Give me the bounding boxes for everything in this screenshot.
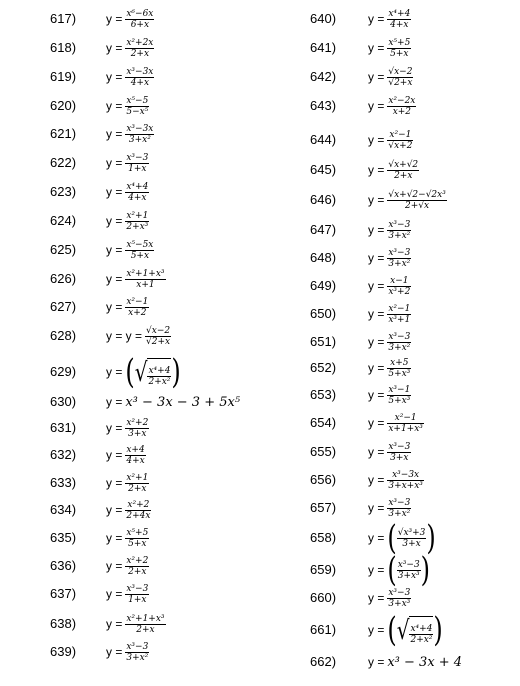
fraction-denominator: x+2	[128, 307, 147, 318]
problem-number: 628)	[50, 328, 77, 343]
equation-lhs: y =	[368, 99, 385, 113]
fraction-denominator: 3+x+x³	[388, 480, 423, 491]
fraction	[125, 445, 145, 466]
fraction-numerator: x³−3x	[126, 123, 154, 134]
fraction-numerator: √x−2	[146, 325, 171, 336]
equation	[106, 240, 154, 261]
fraction	[387, 304, 411, 325]
problem-number: 646)	[310, 192, 337, 207]
fraction-denominator: 3+x³	[388, 598, 411, 609]
radical-sign: √	[396, 614, 410, 646]
fraction-denominator: 3+x²	[128, 134, 151, 145]
problem-number: 626)	[50, 271, 77, 286]
fraction	[387, 442, 411, 463]
square-root	[397, 616, 434, 645]
fraction-denominator: √x+2	[388, 140, 413, 151]
fraction-denominator: 2+x	[394, 170, 413, 181]
equation	[368, 190, 447, 211]
problem-number: 657)	[310, 500, 337, 515]
equation-lhs: y =	[368, 251, 385, 265]
fraction	[387, 96, 416, 117]
fraction-denominator: 1+x	[128, 594, 147, 605]
fraction	[125, 614, 165, 635]
fraction	[147, 366, 171, 387]
fraction-numerator: x−1	[390, 275, 409, 286]
equation-lhs: y = y =	[106, 329, 143, 343]
equation-lhs: y =	[368, 133, 385, 147]
problem-number: 617)	[50, 11, 77, 26]
fraction	[125, 67, 154, 88]
fraction-denominator: 4+x	[130, 77, 150, 88]
equation	[106, 326, 171, 347]
problem-number: 642)	[310, 69, 337, 84]
fraction-denominator: 5+x³	[388, 368, 411, 379]
equation-lhs: y =	[106, 127, 123, 141]
fraction-denominator: 4+x	[128, 192, 147, 203]
equation-lhs: y =	[106, 587, 123, 601]
problem-number: 640)	[310, 11, 337, 26]
equation-lhs: y =	[368, 623, 385, 637]
fraction	[387, 190, 447, 211]
fraction-denominator: 5+x	[128, 538, 147, 549]
problem-number: 653)	[310, 387, 337, 402]
equation-lhs: y =	[368, 193, 385, 207]
fraction	[409, 624, 433, 645]
right-paren: )	[433, 610, 443, 650]
fraction-denominator: 2+√x	[405, 200, 430, 211]
problem-number: 618)	[50, 40, 77, 55]
fraction-numerator: x²+2	[126, 417, 149, 428]
equation	[368, 413, 424, 434]
problem-number: 629)	[50, 364, 77, 379]
fraction-denominator: 4+x	[390, 19, 409, 30]
right-paren: )	[420, 550, 431, 590]
equation-lhs: y =	[106, 531, 123, 545]
fraction-denominator: 5+x	[130, 250, 150, 261]
problem-number: 659)	[310, 562, 337, 577]
fraction-denominator: 3+x²	[388, 508, 411, 519]
fraction-numerator: √x+√2	[388, 159, 419, 170]
equation	[106, 614, 166, 635]
fraction-denominator: 3+x	[390, 452, 409, 463]
fraction-denominator: 6+x	[130, 19, 150, 30]
fraction-numerator: x²+2x	[126, 37, 154, 48]
equation	[106, 269, 166, 290]
equation-lhs: y =	[368, 591, 385, 605]
equation	[368, 518, 436, 558]
equation-lhs: y =	[106, 617, 123, 631]
problem-number: 652)	[310, 360, 337, 375]
equation	[368, 442, 411, 463]
square-root	[135, 358, 172, 387]
fraction-numerator: x⁴+4	[410, 623, 433, 634]
equation-lhs: y =	[368, 655, 385, 669]
equation-lhs: y =	[368, 531, 385, 545]
fraction-denominator: x³+1	[388, 314, 411, 325]
equation	[106, 500, 151, 521]
equation-lhs: y =	[368, 12, 385, 26]
equation	[368, 160, 419, 181]
equation-lhs: y =	[106, 185, 123, 199]
problem-number: 662)	[310, 654, 337, 669]
fraction-denominator: 3+x	[402, 538, 421, 549]
fraction-numerator: x⁵+5	[126, 527, 149, 538]
fraction	[125, 269, 165, 290]
equation-lhs: y =	[368, 501, 385, 515]
problem-number: 621)	[50, 126, 77, 141]
equation	[106, 153, 149, 174]
fraction	[125, 9, 154, 30]
fraction-numerator: x²−1	[394, 412, 417, 423]
fraction-denominator: 4+x	[126, 455, 145, 466]
equation	[368, 332, 411, 353]
problem-number: 649)	[310, 278, 337, 293]
equation	[106, 642, 149, 663]
fraction-numerator: √x³+3	[397, 527, 426, 538]
problem-number: 651)	[310, 334, 337, 349]
problem-number: 637)	[50, 586, 77, 601]
equation-lhs: y =	[368, 223, 385, 237]
equation-lhs: y =	[106, 214, 123, 228]
equation-lhs: y =	[106, 421, 123, 435]
equation-lhs: y =	[368, 445, 385, 459]
fraction-numerator: x²+1	[126, 210, 149, 221]
fraction-denominator: 2+x	[128, 483, 147, 494]
fraction-numerator: x³−3	[388, 331, 411, 342]
fraction-denominator: 1+x	[128, 163, 147, 174]
equation-lhs: y =	[106, 12, 123, 26]
equation-lhs: y =	[106, 156, 123, 170]
fraction-numerator: x⁵−5x	[126, 239, 154, 250]
fraction	[387, 498, 411, 519]
fraction	[125, 500, 151, 521]
fraction-numerator: x³−3	[397, 559, 420, 570]
fraction-denominator: x+2	[392, 106, 412, 117]
fraction	[125, 528, 149, 549]
fraction-numerator: x²+1	[126, 472, 149, 483]
fraction	[387, 9, 411, 30]
fraction-denominator: 2+x	[128, 566, 147, 577]
fraction-denominator: 3+x²	[126, 652, 149, 663]
fraction-denominator: 2+x³	[126, 221, 149, 232]
fraction-numerator: x³−3	[388, 219, 411, 230]
fraction-numerator: x³−3	[388, 441, 411, 452]
problem-number: 631)	[50, 420, 77, 435]
equation	[368, 358, 411, 379]
fraction-numerator: x²+2	[126, 555, 149, 566]
equation-lhs: y =	[368, 361, 385, 375]
fraction-numerator: x+5	[390, 357, 409, 368]
equation	[368, 588, 411, 609]
fraction	[387, 358, 411, 379]
fraction	[125, 642, 149, 663]
problem-number: 625)	[50, 242, 77, 257]
problem-number: 622)	[50, 155, 77, 170]
fraction	[387, 38, 411, 59]
fraction-denominator: √2+x	[388, 77, 413, 88]
equation	[368, 304, 411, 325]
equation	[106, 182, 149, 203]
left-paren: (	[387, 518, 397, 558]
fraction	[387, 470, 424, 491]
fraction-denominator: 3+x²	[388, 342, 411, 353]
problem-number: 643)	[310, 98, 337, 113]
fraction-numerator: x²−2x	[388, 95, 416, 106]
equation-lhs: y =	[368, 163, 385, 177]
fraction	[125, 38, 154, 59]
fraction	[387, 413, 424, 434]
problem-number: 633)	[50, 475, 77, 490]
equation-lhs: y =	[106, 272, 123, 286]
equation-expression: x³ − 3x − 3 + 5x⁵	[125, 394, 241, 410]
equation	[368, 385, 411, 406]
equation	[368, 130, 413, 151]
fraction-denominator: √2+x	[146, 336, 171, 347]
fraction	[125, 418, 149, 439]
equation-lhs: y =	[368, 473, 385, 487]
equation	[368, 38, 411, 59]
fraction-denominator: x+1	[136, 279, 155, 290]
equation	[368, 248, 411, 269]
equation-lhs: y =	[106, 395, 123, 409]
equation	[106, 124, 154, 145]
fraction	[387, 248, 411, 269]
fraction-numerator: x³−3	[388, 247, 411, 258]
equation-lhs: y =	[106, 41, 123, 55]
fraction	[125, 153, 149, 174]
equation	[368, 67, 413, 88]
problem-number: 660)	[310, 590, 337, 605]
left-paren: (	[387, 610, 397, 650]
equation	[106, 38, 154, 59]
fraction-denominator: 2+x²	[410, 634, 433, 645]
fraction	[387, 130, 413, 151]
fraction	[387, 385, 411, 406]
equation	[368, 550, 431, 590]
equation-lhs: y =	[106, 476, 123, 490]
fraction	[125, 556, 149, 577]
fraction-numerator: x³−3	[126, 152, 149, 163]
fraction-numerator: x³−3	[388, 587, 411, 598]
fraction-numerator: x²−1	[389, 129, 412, 140]
equation-lhs: y =	[106, 448, 123, 462]
fraction-denominator: 2+x²	[148, 376, 171, 387]
equation-lhs: y =	[106, 300, 123, 314]
equation-lhs: y =	[368, 41, 385, 55]
fraction-numerator: x³−3x	[126, 66, 154, 77]
fraction-numerator: x³−3	[126, 641, 149, 652]
fraction-numerator: x⁴+4	[388, 8, 411, 19]
problem-number: 644)	[310, 132, 337, 147]
equation	[368, 655, 462, 670]
fraction-numerator: x²−1	[388, 303, 411, 314]
fraction-denominator: 3+x³	[397, 570, 420, 581]
fraction	[125, 182, 149, 203]
fraction-denominator: 3+x²	[388, 230, 411, 241]
problem-number: 645)	[310, 162, 337, 177]
problem-number: 623)	[50, 184, 77, 199]
equation	[106, 445, 146, 466]
fraction	[387, 160, 419, 181]
equation-lhs: y =	[106, 559, 123, 573]
right-paren: )	[171, 352, 181, 392]
fraction-denominator: 2+4x	[126, 510, 151, 521]
equation-expression: x³ − 3x + 4	[387, 654, 463, 670]
fraction-numerator: x³−1	[388, 384, 411, 395]
equation	[106, 473, 149, 494]
problem-number: 627)	[50, 299, 77, 314]
problem-number: 630)	[50, 394, 77, 409]
equation-lhs: y =	[106, 243, 123, 257]
fraction	[125, 240, 154, 261]
fraction-numerator: x⁵+5	[388, 37, 411, 48]
equation-lhs: y =	[106, 99, 123, 113]
equation	[106, 9, 154, 30]
fraction-numerator: x⁶−6x	[126, 8, 154, 19]
equation	[368, 470, 424, 491]
fraction-numerator: √x−2	[388, 66, 413, 77]
equation-lhs: y =	[106, 70, 123, 84]
problem-number: 635)	[50, 530, 77, 545]
fraction	[125, 297, 149, 318]
equation	[106, 297, 149, 318]
problem-number: 636)	[50, 558, 77, 573]
problem-number: 639)	[50, 644, 77, 659]
problem-number: 619)	[50, 69, 77, 84]
fraction	[145, 326, 171, 347]
problem-number: 641)	[310, 40, 337, 55]
left-paren: (	[125, 352, 135, 392]
fraction	[125, 124, 154, 145]
equation	[106, 584, 149, 605]
fraction-numerator: x⁵−5	[126, 95, 149, 106]
fraction-denominator: x+1+x³	[388, 423, 423, 434]
left-paren: (	[387, 550, 397, 590]
equation-lhs: y =	[368, 70, 385, 84]
fraction	[397, 560, 421, 581]
problem-number: 624)	[50, 213, 77, 228]
problem-number: 656)	[310, 472, 337, 487]
problem-number: 647)	[310, 222, 337, 237]
problem-number: 654)	[310, 415, 337, 430]
fraction-numerator: x⁴+4	[126, 181, 149, 192]
right-paren: )	[426, 518, 436, 558]
equation-lhs: y =	[106, 645, 123, 659]
problem-number: 634)	[50, 502, 77, 517]
fraction-numerator: x²−1	[126, 296, 149, 307]
equation-lhs: y =	[368, 563, 385, 577]
problem-number: 655)	[310, 444, 337, 459]
fraction-denominator: 5+x³	[388, 395, 411, 406]
fraction	[125, 473, 149, 494]
equation	[368, 96, 416, 117]
equation	[368, 610, 443, 650]
fraction	[387, 276, 411, 297]
equation	[368, 276, 411, 297]
equation	[106, 395, 240, 410]
equation	[106, 556, 149, 577]
equation	[106, 528, 149, 549]
equation-lhs: y =	[368, 388, 385, 402]
equation	[368, 498, 411, 519]
equation	[368, 220, 411, 241]
problem-number: 661)	[310, 622, 337, 637]
fraction-denominator: 5−x⁵	[126, 106, 149, 117]
fraction-numerator: x³−3	[126, 583, 149, 594]
equation	[106, 96, 149, 117]
equation-lhs: y =	[368, 279, 385, 293]
fraction-numerator: x⁴+4	[148, 365, 171, 376]
radical-sign: √	[134, 356, 148, 388]
fraction	[387, 67, 413, 88]
equation-lhs: y =	[106, 503, 123, 517]
fraction-denominator: 2+x	[136, 624, 155, 635]
fraction-numerator: √x+√2−√2x³	[388, 189, 446, 200]
fraction-numerator: x²+2	[127, 499, 150, 510]
fraction	[387, 220, 411, 241]
problem-number: 620)	[50, 98, 77, 113]
fraction-numerator: x+4	[126, 444, 145, 455]
fraction	[125, 96, 149, 117]
fraction	[125, 211, 149, 232]
fraction-numerator: x³−3	[388, 497, 411, 508]
equation	[106, 418, 149, 439]
equation	[106, 352, 181, 392]
fraction	[387, 588, 411, 609]
problem-number: 638)	[50, 616, 77, 631]
fraction	[125, 584, 149, 605]
fraction-numerator: x²+1+x³	[126, 613, 165, 624]
fraction-numerator: x²+1+x³	[126, 268, 165, 279]
equation	[106, 211, 149, 232]
fraction-numerator: x³−3x	[392, 469, 420, 480]
problem-number: 650)	[310, 306, 337, 321]
fraction	[387, 332, 411, 353]
fraction-denominator: 2+x	[130, 48, 150, 59]
equation	[106, 67, 154, 88]
equation-lhs: y =	[106, 365, 123, 379]
equation	[368, 9, 411, 30]
fraction-denominator: 3+x²	[388, 258, 411, 269]
equation-lhs: y =	[368, 335, 385, 349]
equation-lhs: y =	[368, 307, 385, 321]
fraction-denominator: x³+2	[388, 286, 411, 297]
problem-number: 658)	[310, 530, 337, 545]
problem-number: 632)	[50, 447, 77, 462]
problem-number: 648)	[310, 250, 337, 265]
fraction-denominator: 3+x	[128, 428, 147, 439]
fraction-denominator: 5+x	[390, 48, 409, 59]
equation-lhs: y =	[368, 416, 385, 430]
fraction	[397, 528, 427, 549]
